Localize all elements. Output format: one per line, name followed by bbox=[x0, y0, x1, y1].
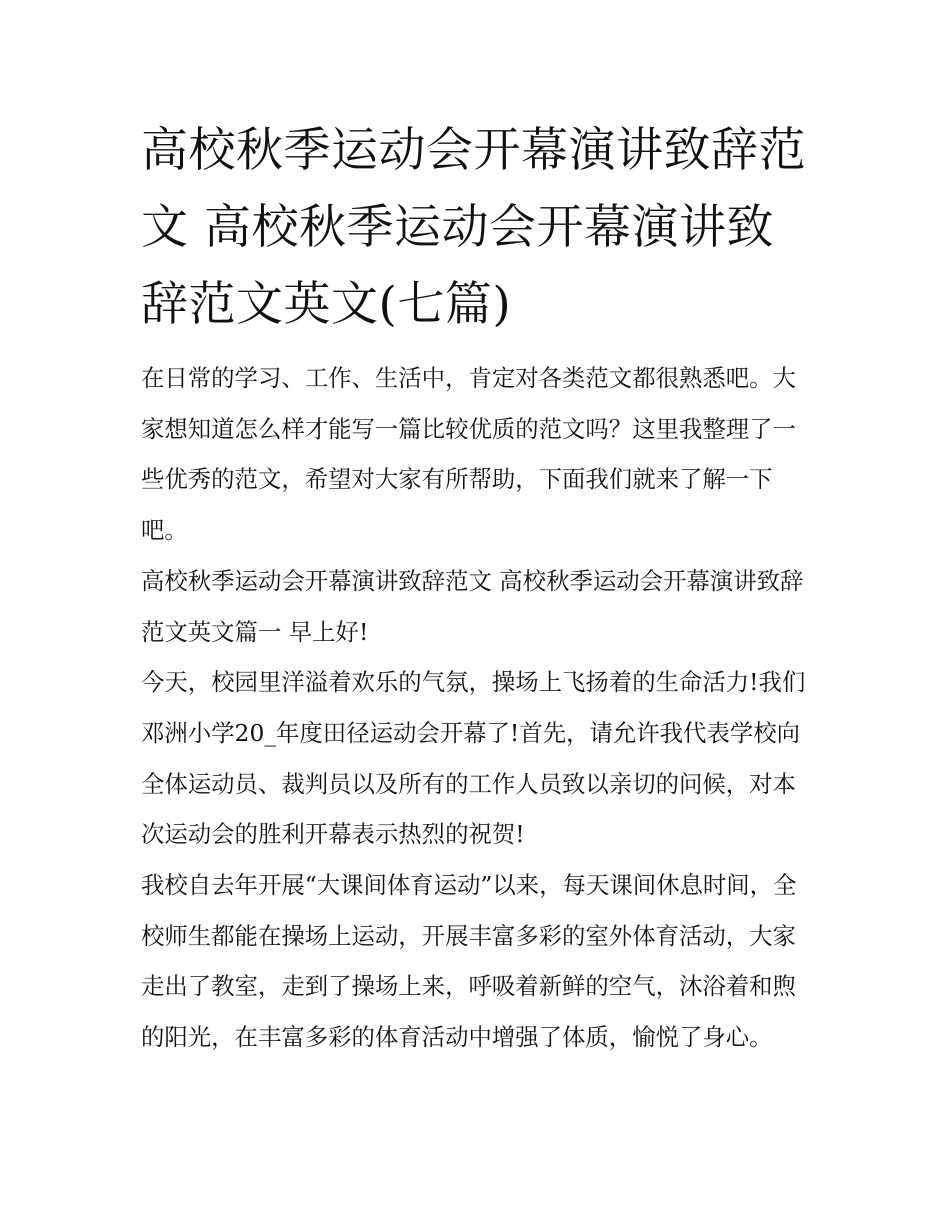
document-body bbox=[141, 353, 813, 1063]
paragraph-heading: 高校秋季运动会开幕演讲致辞范文 高校秋季运动会开幕演讲致辞范文英文篇一 早上好! bbox=[141, 566, 804, 646]
paragraph-opening: 今天，校园里洋溢着欢乐的气氛，操场上飞扬着的生命活力!我们邓洲小学20_年度田径运动会开幕了!首先，请允许我代表学校向全体运动员、裁判员以及所有的工作人员致以亲切的问候，对本次运动会的胜利开幕表示热烈的祝贺! bbox=[141, 668, 806, 849]
paragraph-activities: 我校自去年开展“大课间体育运动”以来，每天课间休息时间，全校师生都能在操场上运动，开展丰富多彩的室外体育活动，大家走出了教室，走到了操场上来，呼吸着新鲜的空气，沐浴着和煦的阳光，在丰富多彩的体育活动中增强了体质，愉悦了身心。 bbox=[141, 871, 797, 1052]
document-page bbox=[141, 112, 813, 1063]
paragraph-intro: 在日常的学习、工作、生活中，肯定对各类范文都很熟悉吧。大家想知道怎么样才能写一篇比较优质的范文吗？这里我整理了一些优秀的范文，希望对大家有所帮助，下面我们就来了解一下吧。 bbox=[141, 364, 796, 545]
document-title: 高校秋季运动会开幕演讲致辞范文 高校秋季运动会开幕演讲致辞范文英文(七篇) bbox=[141, 123, 806, 332]
